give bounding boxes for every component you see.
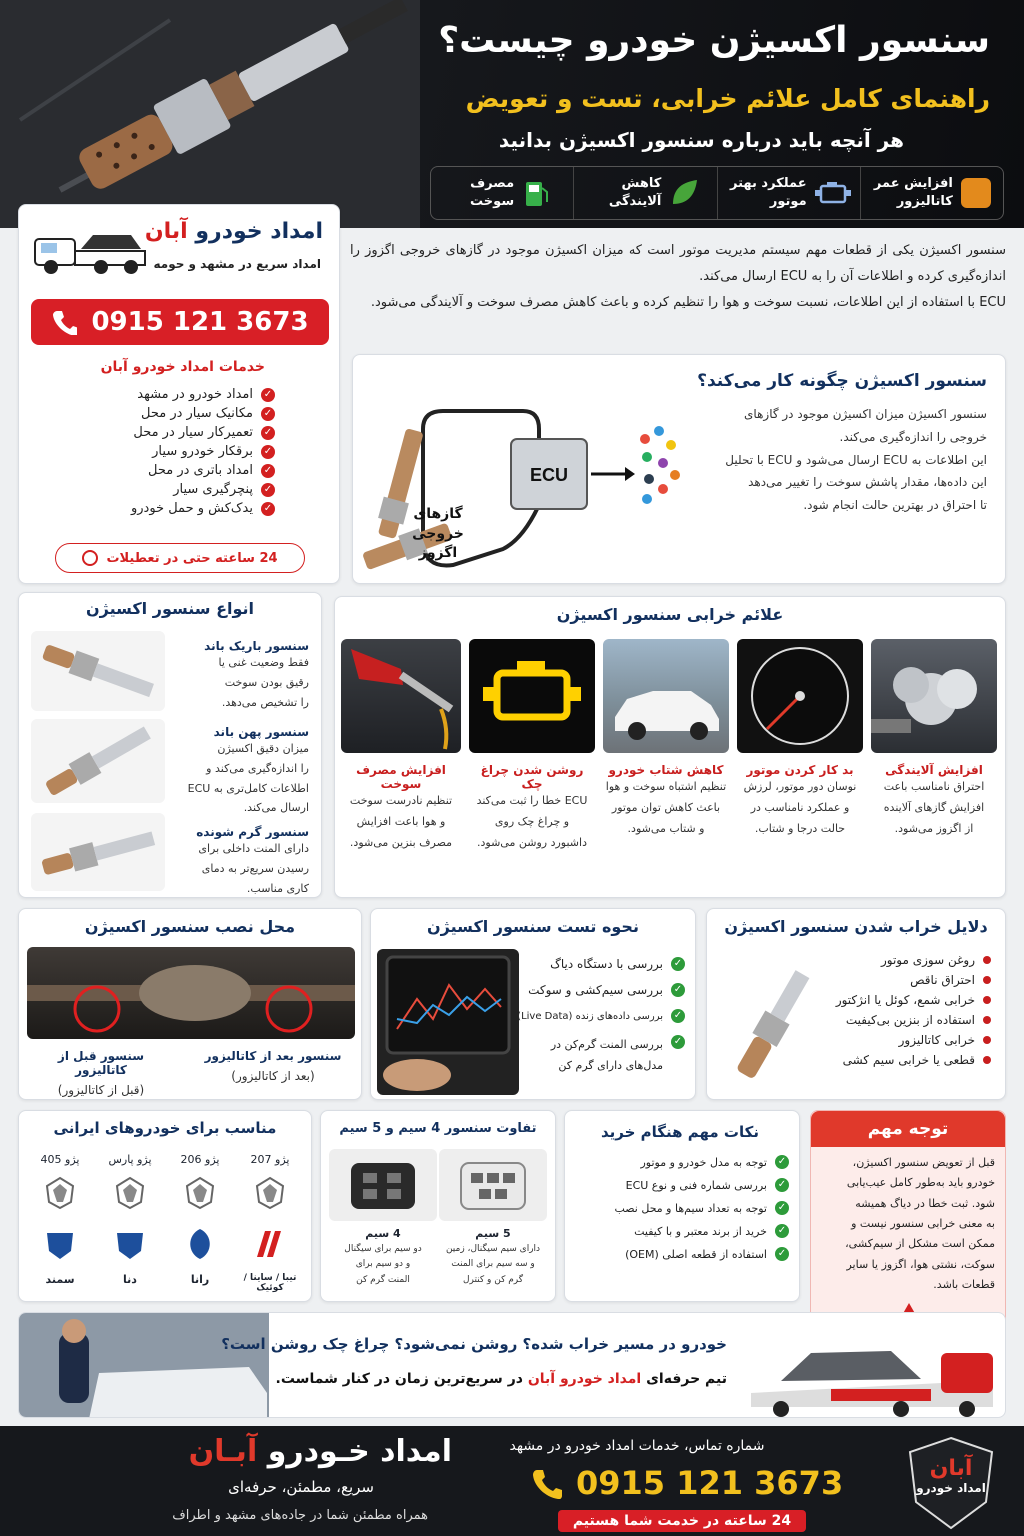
test-item: ✓ بررسی المنت گرم‌کن در مدل‌های دارای گرم کن: [515, 1035, 685, 1077]
check-icon: ✓: [261, 426, 275, 440]
connector-5-wire-photo: [439, 1149, 547, 1221]
narrow-band-sensor-photo: [31, 631, 165, 711]
tow-truck-photo: [741, 1323, 1001, 1417]
service-item: ✓ یدک‌کش و حمل خودرو: [75, 501, 275, 516]
five-wire-info: 5 سیم دارای سیم سیگنال، زمین و سه سیم برای المنت گرم کن و کنترل: [445, 1227, 541, 1285]
car-item: پژو 405: [27, 1153, 93, 1214]
check-icon: ✓: [261, 445, 275, 459]
tip-item: ✓ خرید از برند معتبر و با کیفیت: [573, 1224, 789, 1238]
footer-call-button[interactable]: 0915 121 3673: [530, 1464, 843, 1502]
leaf-icon: [669, 178, 699, 208]
cause-item: قطعی یا خرابی سیم کشی: [821, 1053, 991, 1067]
check-icon: ✓: [775, 1224, 789, 1238]
check-icon: ✓: [261, 407, 275, 421]
check-engine-light-photo: [469, 639, 595, 753]
type-item: سنسور باریک باند فقط وضعیت غنی یا رقیق بودن سوخت را تشخیص می‌دهد.: [204, 639, 309, 709]
connector-4-wire-photo: [329, 1149, 437, 1221]
exhaust-pipe-photo: [27, 947, 355, 1039]
services-list: [75, 387, 275, 520]
failure-causes-card: [706, 908, 1006, 1100]
buying-tips-card: [564, 1110, 800, 1302]
wire-difference-card: [320, 1110, 556, 1302]
check-icon: ✓: [775, 1247, 789, 1261]
peugeot-logo-icon: [43, 1176, 77, 1210]
rana-logo-icon: [183, 1227, 217, 1261]
tip-item: ✓ بررسی شماره فنی و نوع ECU: [573, 1178, 789, 1192]
peugeot-logo-icon: [113, 1176, 147, 1210]
service-item: ✓ امداد خودرو در مشهد: [75, 387, 275, 402]
cta-banner: [18, 1312, 1006, 1418]
car-item: دنا: [97, 1227, 163, 1293]
mechanic-photo: [19, 1313, 269, 1418]
peugeot-row: [27, 1153, 303, 1214]
wrench-badge-icon: [961, 178, 991, 208]
saipa-logo-icon: [253, 1227, 287, 1261]
compatible-cars-card: [18, 1110, 312, 1302]
notice-title: توجه مهم: [811, 1111, 1005, 1147]
feature-strip: [430, 166, 1004, 220]
tachometer-photo: [737, 639, 863, 753]
feature-item: عملکرد بهتر موتور: [717, 167, 860, 219]
service-item: ✓ امداد باتری در محل: [75, 463, 275, 478]
bullet-dot: [983, 976, 991, 984]
check-icon: ✓: [775, 1178, 789, 1192]
white-car-photo: [603, 639, 729, 753]
footer: [0, 1426, 1024, 1536]
samand-logo-icon: [43, 1227, 77, 1261]
tips-list: [573, 1155, 789, 1265]
cause-item: احتراق ناقص: [821, 973, 991, 987]
service-item: ✓ برقکار خودرو سیار: [75, 444, 275, 459]
symptom-item: بد کار کردن موتور نوسان دور موتور، لرزش و عملکرد نامناسب در حالت درجا و شتاب.: [743, 763, 857, 835]
banner-line-1: خودرو در مسیر خراب شده؟ روشن نمی‌شود؟ چراغ چک روشن است؟: [221, 1335, 727, 1353]
brand-name: امداد خودرو آبان: [144, 219, 323, 244]
check-icon: ✓: [671, 1035, 685, 1049]
check-icon: ✓: [671, 983, 685, 997]
header-banner: [0, 0, 1024, 228]
call-button[interactable]: 0915 121 3673: [31, 299, 329, 345]
car-item: تیبا / ساینا / کوئیک: [237, 1227, 303, 1293]
check-icon: ✓: [261, 483, 275, 497]
notice-text: قبل از تعویض سنسور اکسیژن، خودرو باید به‌طور کامل عیب‌یابی شود. ثبت خطا در دیاگ همیشه به معنی خرابی سنسور نیست و ممکن است مشکل از سیم‌کشی، سوکت، نشتی هوا، اگزوز یا سایر قطعات باشد.: [845, 1156, 995, 1292]
cause-item: خرابی کاتالیزور: [821, 1033, 991, 1047]
check-icon: ✓: [261, 388, 275, 402]
bullet-dot: [983, 1056, 991, 1064]
four-wire-info: 4 سیم دو سیم برای سیگنال و دو سیم برای المنت گرم کن: [344, 1227, 422, 1285]
iranian-brands-row: [27, 1227, 303, 1293]
heated-sensor-photo: [31, 813, 165, 891]
footer-slogan: سریع، مطمئن، حرفه‌ای: [228, 1478, 374, 1496]
type-item: سنسور گرم شونده دارای المنت داخلی برای رسیدن سریع‌تر به دمای کاری مناسب.: [196, 825, 309, 895]
symptom-item: روشن شدن چراغ چک ECU خطا را ثبت می‌کند و چراغ چک روی داشبورد روشن می‌شود.: [476, 763, 588, 849]
page-tagline: هر آنچه باید درباره سنسور اکسیژن بدانید: [498, 128, 904, 152]
test-item: ✓ بررسی سیم‌کشی و سوکت: [515, 983, 685, 997]
test-methods-card: [370, 908, 696, 1100]
footer-brand: امداد خـودرو آبـان: [188, 1434, 452, 1469]
feature-item: افزایش عمر کاتالیزور: [860, 167, 1003, 219]
tip-item: ✓ استفاده از قطعه اصلی (OEM): [573, 1247, 789, 1261]
feature-item: کاهش آلایندگی: [573, 167, 716, 219]
feature-item: مصرف سوخت: [431, 167, 573, 219]
cause-item: روغن سوزی موتور: [821, 953, 991, 967]
check-icon: ✓: [261, 464, 275, 478]
fuel-pump-icon: [522, 178, 550, 208]
service-item: ✓ مکانیک سیار در محل: [75, 406, 275, 421]
service-item: ✓ تعمیرکار سیار در محل: [75, 425, 275, 440]
ecu-label: ECU: [529, 465, 569, 485]
exhaust-gas-label: گازهای خروجی اگزوز: [412, 506, 464, 562]
test-list: [515, 957, 685, 1081]
symptom-item: افزایش آلایندگی احتراق نامناسب باعت افزایش گازهای آلاینده از اگزوز می‌شود.: [883, 763, 985, 835]
tow-truck-icon: [31, 215, 149, 277]
causes-title: دلایل خراب شدن سنسور اکسیژن: [724, 917, 988, 936]
company-sidebar: [18, 204, 340, 584]
fuel-nozzle-photo: [341, 639, 461, 753]
test-item: ✓ بررسی با دستگاه دیاگ: [515, 957, 685, 971]
bullet-dot: [983, 1016, 991, 1024]
type-item: سنسور پهن باند میزان دقیق اکسیژن را اندازه‌گیری می‌کند و اطلاعات کامل‌تری به ECU ارسال می‌کند.: [187, 725, 309, 815]
intro-text: سنسور اکسیژن یکی از قطعات مهم سیستم مدیریت موتور است که میزان اکسیژن موجود در گازهای خروجی اگزوز را اندازه‌گیری کرده و اطلاعات آن را به ECU ارسال می‌کند. ECU با استفاده از این اطلاعات، نسبت سوخت و هوا را تنظیم کرده و باعث کاهش مصرف سوخت و آلایندگی می‌شود.: [350, 243, 1006, 310]
check-icon: ✓: [775, 1155, 789, 1169]
dena-logo-icon: [113, 1227, 147, 1261]
banner-line-2: تیم حرفه‌ای امداد خودرو آبان در سریع‌ترین زمان در کنار شماست.: [275, 1371, 727, 1387]
check-icon: ✓: [671, 1009, 685, 1023]
sensor-photo: [717, 957, 827, 1097]
test-item: ✓ بررسی داده‌های زنده (Live Data): [515, 1009, 685, 1023]
car-item: سمند: [27, 1227, 93, 1293]
brand-tagline: امداد سریع در مشهد و حومه: [153, 257, 321, 271]
check-icon: ✓: [775, 1201, 789, 1215]
bullet-dot: [983, 956, 991, 964]
wires-title: تفاوت سنسور 4 سیم و 5 سیم: [339, 1121, 537, 1136]
car-item: پژو 206: [167, 1153, 233, 1214]
cause-item: خرابی شمع، کوئل یا انژکتور: [821, 993, 991, 1007]
tip-item: ✓ توجه به تعداد سیم‌ها و محل نصب: [573, 1201, 789, 1215]
oxygen-sensor-photo: [0, 0, 420, 228]
symptoms-title: علائم خرابی سنسور اکسیژن: [556, 605, 784, 624]
bullet-dot: [983, 1036, 991, 1044]
hours-badge: 24 ساعته حتی در تعطیلات: [55, 543, 305, 573]
install-location-card: [18, 908, 362, 1100]
symptom-item: افزایش مصرف سوخت تنظیم نادرست سوخت و هوا باعت افزایش مصرف بنزین می‌شود.: [349, 763, 453, 849]
check-icon: ✓: [261, 502, 275, 516]
gas-dots: [640, 426, 680, 504]
hours-banner: 24 ساعته در خدمت شما هستیم: [558, 1510, 806, 1532]
tips-title: نکات مهم هنگام خرید: [601, 1123, 759, 1141]
sensor-after-label: سنسور قبل از کاتالیزور (قبل از کاتالیزور): [57, 1049, 145, 1097]
how-it-works-card: [352, 354, 1006, 584]
phone-icon: [530, 1467, 562, 1499]
logo-text: آبان امداد خودرو: [916, 1456, 986, 1495]
footer-sub: همراه مطمئن شما در جاده‌های مشهد و اطراف: [172, 1508, 428, 1523]
check-icon: ✓: [671, 957, 685, 971]
tip-item: ✓ توجه به مدل خودرو و موتور: [573, 1155, 789, 1169]
car-item: پژو 207: [237, 1153, 303, 1214]
contact-label: شماره تماس، خدمات امداد خودرو در مشهد: [509, 1438, 765, 1454]
clock-icon: [82, 550, 98, 566]
service-item: ✓ پنچرگیری سیار: [75, 482, 275, 497]
phone-icon: [51, 309, 77, 335]
page-title: سنسور اکسیژن خودرو چیست؟: [438, 20, 990, 61]
page-subtitle: راهنمای کامل علائم خرابی، تست و تعویض: [465, 84, 990, 113]
sensor-types-card: [18, 592, 322, 898]
peugeot-logo-icon: [183, 1176, 217, 1210]
location-title: محل نصب سنسور اکسیژن: [84, 917, 296, 936]
car-item: رانا: [167, 1227, 233, 1293]
cause-item: استفاده از بنزین بی‌کیفیت: [821, 1013, 991, 1027]
services-title: خدمات امداد خودرو آبان: [100, 359, 265, 375]
car-item: پژو پارس: [97, 1153, 163, 1214]
test-title: نحوه تست سنسور اکسیژن: [427, 917, 639, 936]
wide-band-sensor-photo: [31, 719, 165, 803]
diag-tablet-photo: [377, 949, 519, 1095]
types-title: انواع سنسور اکسیژن: [85, 599, 255, 618]
how-title: سنسور اکسیژن چگونه کار می‌کند؟: [697, 371, 987, 391]
bullet-dot: [983, 996, 991, 1004]
sensor-before-label: سنسور بعد از کاتالیزور (بعد از کاتالیزور): [204, 1049, 342, 1083]
cars-title: مناسب برای خودروهای ایرانی: [53, 1119, 277, 1137]
symptoms-card: [334, 596, 1006, 898]
engine-icon: [815, 180, 851, 206]
peugeot-logo-icon: [253, 1176, 287, 1210]
causes-list: [821, 953, 991, 1071]
symptom-item: کاهش شتاب خودرو تنظیم اشتباه سوخت و هوا باعث کاهش توان موتور و شتاب می‌شود.: [605, 763, 727, 835]
how-description: سنسور اکسیژن میزان اکسیژن موجود در گازهای خروجی را اندازه‌گیری می‌کند. این اطلاعات به ECU ارسال می‌شود و ECU با تحلیل این داده‌ها، مقدار پاشش سوخت را تغییر می‌دهد تا احتراق در بهترین حالت انجام شود.: [725, 407, 987, 513]
exhaust-smoke-photo: [871, 639, 997, 753]
